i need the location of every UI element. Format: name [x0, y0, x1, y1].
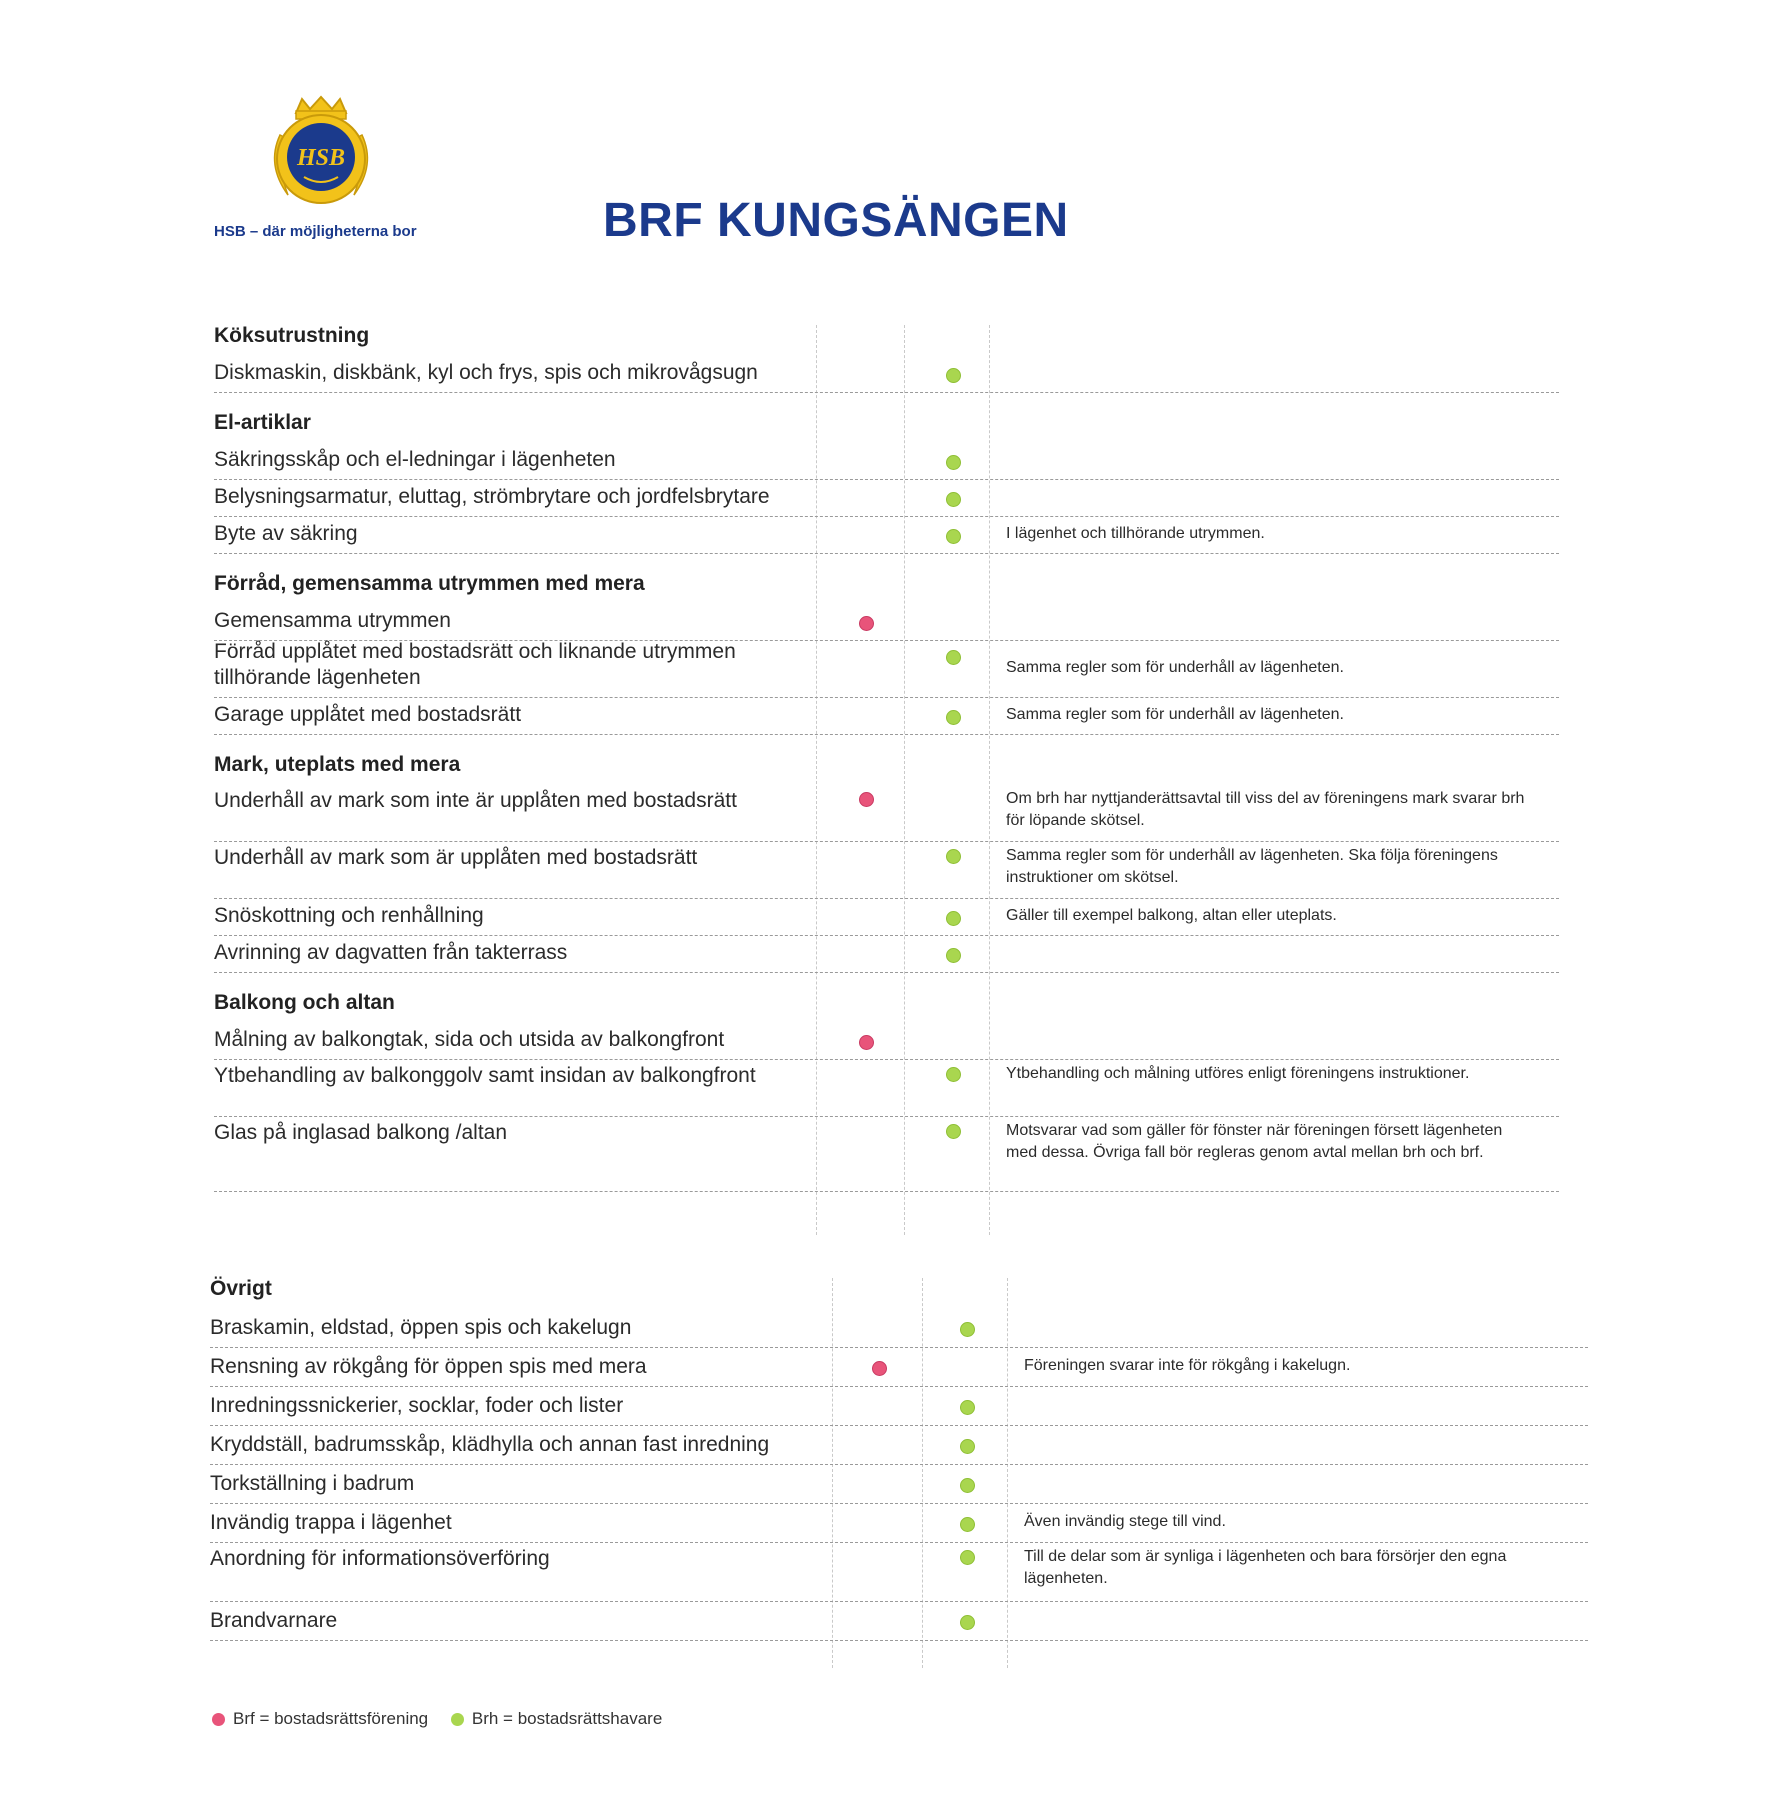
brf-responsibility-dot-icon: [872, 1361, 887, 1376]
table-row: [214, 603, 1559, 641]
row-label: Rensning av rökgång för öppen spis med mera: [210, 1355, 647, 1378]
row-label: Diskmaskin, diskbänk, kyl och frys, spis och mikrovågsugn: [214, 361, 758, 384]
row-label: Kryddställ, badrumsskåp, klädhylla och annan fast inredning: [210, 1433, 770, 1456]
section-heading-row: [210, 1278, 1588, 1308]
section-heading-row: [214, 992, 1559, 1022]
section-heading-row: [214, 325, 1559, 355]
brh-responsibility-dot-icon: [946, 849, 961, 864]
brh-responsibility-dot-icon: [960, 1322, 975, 1337]
row-label: Braskamin, eldstad, öppen spis och kakelugn: [210, 1316, 632, 1339]
row-note: I lägenhet och tillhörande utrymmen.: [1006, 525, 1265, 542]
table-row: [210, 1542, 1588, 1602]
row-label: Snöskottning och renhållning: [214, 904, 484, 927]
hsb-emblem-icon: [258, 95, 384, 211]
table-row: [214, 640, 1559, 698]
brh-responsibility-dot-icon: [946, 492, 961, 507]
legend-brh-label: Brh = bostadsrättshavare: [471, 1709, 663, 1728]
brh-responsibility-dot-icon: [960, 1550, 975, 1565]
row-note: Föreningen svarar inte för rökgång i kakelugn.: [1024, 1357, 1351, 1374]
brh-responsibility-dot-icon: [946, 1124, 961, 1139]
row-label: Underhåll av mark som inte är upplåten med bostadsrätt: [214, 789, 737, 812]
row-label: Säkringsskåp och el-ledningar i lägenheten: [214, 448, 616, 471]
brh-responsibility-dot-icon: [960, 1439, 975, 1454]
table-row: [214, 355, 1559, 393]
brh-responsibility-dot-icon: [946, 911, 961, 926]
row-note: Samma regler som för underhåll av lägenheten. Ska följa föreningens instruktioner om skötsel.: [1006, 847, 1498, 886]
row-note: Om brh har nyttjanderättsavtal till viss del av föreningens mark svarar brh för löpande skötsel.: [1006, 790, 1525, 829]
table-row: [210, 1308, 1588, 1348]
table-row: [214, 1022, 1559, 1060]
brf-responsibility-dot-icon: [859, 1035, 874, 1050]
brh-responsibility-dot-icon: [946, 650, 961, 665]
table-row: [214, 935, 1559, 973]
row-label: Brandvarnare: [210, 1609, 338, 1632]
section-heading-row: [214, 412, 1559, 442]
row-label: Underhåll av mark som är upplåten med bostadsrätt: [214, 846, 698, 869]
row-note: Även invändig stege till vind.: [1024, 1513, 1226, 1530]
table-row: [210, 1601, 1588, 1641]
table-row: [214, 841, 1559, 899]
table-row: [210, 1347, 1588, 1387]
table-row: [214, 516, 1559, 554]
legend-item-brf: [212, 1709, 428, 1729]
brh-responsibility-dot-icon: [946, 948, 961, 963]
row-label: Målning av balkongtak, sida och utsida av balkongfront: [214, 1028, 725, 1051]
legend-item-brh: [451, 1709, 662, 1729]
brh-responsibility-dot-icon: [960, 1400, 975, 1415]
brf-responsibility-dot-icon: [859, 792, 874, 807]
row-label: Ytbehandling av balkonggolv samt insidan av balkongfront: [214, 1064, 756, 1087]
brh-responsibility-dot-icon: [960, 1517, 975, 1532]
brf-responsibility-dot-icon: [859, 616, 874, 631]
row-note: Samma regler som för underhåll av lägenheten.: [1006, 706, 1344, 723]
brh-responsibility-dot-icon: [960, 1478, 975, 1493]
table-row: [210, 1425, 1588, 1465]
section-heading: Övrigt: [210, 1277, 272, 1300]
row-label: Avrinning av dagvatten från takterrass: [214, 941, 568, 964]
brh-responsibility-dot-icon: [960, 1615, 975, 1630]
row-label: Byte av säkring: [214, 522, 358, 545]
row-label: Anordning för informationsöverföring: [210, 1547, 550, 1570]
row-label: Torkställning i badrum: [210, 1472, 415, 1495]
hsb-logo: [258, 95, 384, 211]
green-dot-icon: [451, 1713, 464, 1726]
row-label: Inredningssnickerier, socklar, foder och lister: [210, 1394, 624, 1417]
row-note: Gäller till exempel balkong, altan eller uteplats.: [1006, 907, 1337, 924]
table-row: [214, 697, 1559, 735]
table-row: [214, 479, 1559, 517]
brh-responsibility-dot-icon: [946, 455, 961, 470]
brh-responsibility-dot-icon: [946, 529, 961, 544]
page-title: BRF KUNGSÄNGEN: [603, 194, 1069, 247]
row-label: Garage upplåtet med bostadsrätt: [214, 703, 522, 726]
table-row: [214, 898, 1559, 936]
brh-responsibility-dot-icon: [946, 710, 961, 725]
brh-responsibility-dot-icon: [946, 368, 961, 383]
section-heading: Förråd, gemensamma utrymmen med mera: [214, 572, 645, 595]
section-heading: Mark, uteplats med mera: [214, 753, 461, 776]
responsibility-table-main: [214, 325, 1559, 1235]
table-row: [210, 1464, 1588, 1504]
pink-dot-icon: [212, 1713, 225, 1726]
table-row: [214, 784, 1559, 842]
row-note: Motsvarar vad som gäller för fönster när föreningen försett lägenheten med dessa. Övriga fall bör regleras genom avtal mellan brh och brf.: [1006, 1122, 1503, 1161]
row-label: Belysningsarmatur, eluttag, strömbrytare och jordfelsbrytare: [214, 485, 770, 508]
svg-text:HSB: HSB: [296, 145, 346, 171]
row-note: Till de delar som är synliga i lägenheten och bara försörjer den egna lägenheten.: [1024, 1548, 1507, 1587]
row-label: Förråd upplåtet med bostadsrätt och liknande utrymmen tillhörande lägenheten: [214, 640, 736, 689]
responsibility-table-other: [210, 1278, 1588, 1668]
section-heading-row: [214, 754, 1559, 784]
brh-responsibility-dot-icon: [946, 1067, 961, 1082]
section-heading: Köksutrustning: [214, 324, 370, 347]
legend: [212, 1709, 680, 1729]
tagline: HSB – där möjligheterna bor: [214, 223, 417, 240]
row-note: Ytbehandling och målning utföres enligt föreningens instruktioner.: [1006, 1065, 1470, 1082]
table-row: [214, 1059, 1559, 1117]
table-row: [214, 442, 1559, 480]
row-label: Glas på inglasad balkong /altan: [214, 1121, 508, 1144]
section-heading-row: [214, 573, 1559, 603]
row-note: Samma regler som för underhåll av lägenheten.: [1006, 659, 1344, 676]
table-row: [210, 1503, 1588, 1543]
section-heading: El-artiklar: [214, 411, 311, 434]
table-row: [214, 1116, 1559, 1192]
row-label: Gemensamma utrymmen: [214, 609, 451, 632]
section-heading: Balkong och altan: [214, 991, 395, 1014]
row-label: Invändig trappa i lägenhet: [210, 1511, 452, 1534]
legend-brf-label: Brf = bostadsrättsförening: [233, 1709, 429, 1728]
table-row: [210, 1386, 1588, 1426]
